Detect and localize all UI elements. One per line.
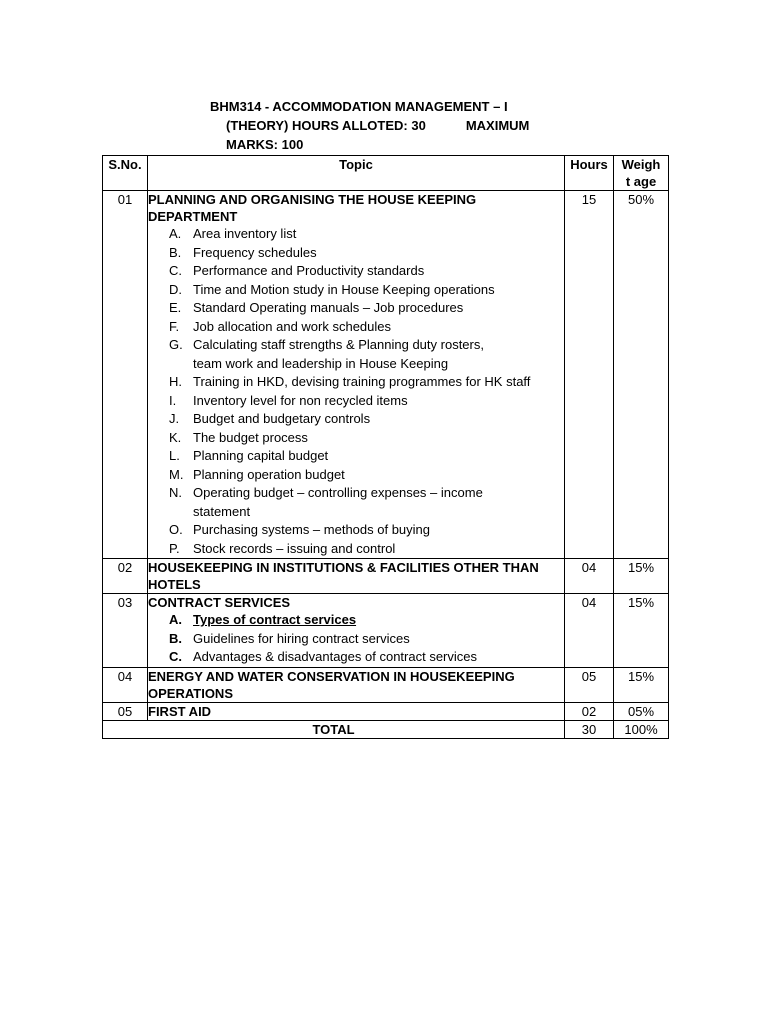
list-item xyxy=(148,466,564,485)
list-marker: B. xyxy=(169,630,182,646)
list-item xyxy=(148,429,564,448)
list-item xyxy=(148,630,564,649)
total-weightage: 100% xyxy=(614,720,669,738)
list-item xyxy=(148,484,564,521)
col-header-weightage-line1: Weigh xyxy=(621,157,661,172)
list-item-text: Inventory level for non recycled items xyxy=(193,392,408,408)
list-item-text-continued: team work and leadership in House Keeping xyxy=(193,355,449,371)
table-row xyxy=(103,594,669,668)
list-item-text: Job allocation and work schedules xyxy=(193,318,392,334)
topic-title: ENERGY AND WATER CONSERVATION IN HOUSEKEEPING OPERATIONS xyxy=(148,668,515,701)
list-item xyxy=(148,262,564,281)
list-item xyxy=(148,299,564,318)
list-item-text: Purchasing systems – methods of buying xyxy=(193,522,431,537)
list-item xyxy=(148,447,564,466)
col-header-weightage xyxy=(614,156,669,191)
row-weightage: 05% xyxy=(614,702,669,720)
list-item-text: Types of contract services xyxy=(193,612,357,627)
hours-maximum-line xyxy=(226,117,529,135)
row-weightage: 15% xyxy=(614,667,669,702)
list-marker: F. xyxy=(169,318,180,334)
col-header-hours: Hours xyxy=(565,156,614,191)
list-item-text: Operating budget – controlling expenses – income xyxy=(193,485,483,500)
list-marker: B. xyxy=(169,244,182,260)
list-marker: I. xyxy=(169,392,177,408)
row-hours: 04 xyxy=(565,559,614,594)
row-sno: 03 xyxy=(103,594,148,668)
row-hours: 05 xyxy=(565,667,614,702)
row-hours: 02 xyxy=(565,702,614,720)
list-item xyxy=(148,225,564,244)
maximum-label: MAXIMUM xyxy=(465,118,530,133)
row-topic xyxy=(148,594,565,668)
list-item-text: Calculating staff strengths & Planning duty rosters, xyxy=(193,337,484,352)
list-item xyxy=(148,392,564,411)
row-sno: 04 xyxy=(103,667,148,702)
total-label: TOTAL xyxy=(103,720,565,738)
marks-line: MARKS: 100 xyxy=(226,137,304,152)
row-sno: 05 xyxy=(103,702,148,720)
row-hours: 04 xyxy=(565,594,614,668)
list-item xyxy=(148,410,564,429)
syllabus-table xyxy=(102,155,669,739)
total-row xyxy=(103,720,669,738)
list-item-text: Performance and Productivity standards xyxy=(193,263,425,278)
row-hours: 15 xyxy=(565,191,614,559)
list-marker: A. xyxy=(169,226,182,241)
subtopic-list xyxy=(148,611,564,667)
row-weightage: 15% xyxy=(614,594,669,668)
list-marker: P. xyxy=(169,540,180,556)
list-item xyxy=(148,336,564,373)
list-marker: H. xyxy=(169,374,182,389)
subtopic-list xyxy=(148,225,564,558)
row-sno: 01 xyxy=(103,191,148,559)
row-topic xyxy=(148,667,565,702)
list-marker: C. xyxy=(169,649,182,664)
table-row xyxy=(103,191,669,559)
list-item xyxy=(148,521,564,540)
hours-allotted: (THEORY) HOURS ALLOTED: 30 xyxy=(226,118,426,133)
table-header-row xyxy=(103,156,669,191)
list-item xyxy=(148,540,564,559)
list-marker: O. xyxy=(169,522,183,537)
list-item-text: Frequency schedules xyxy=(193,244,317,260)
table-row xyxy=(103,559,669,594)
list-item-text-continued: statement xyxy=(193,503,251,519)
list-item-text: Standard Operating manuals – Job procedures xyxy=(193,300,464,315)
list-item-text: Time and Motion study in House Keeping operations xyxy=(193,281,495,297)
list-item-text: Stock records – issuing and control xyxy=(193,540,396,556)
topic-title: CONTRACT SERVICES xyxy=(148,595,291,610)
list-item xyxy=(148,318,564,337)
list-item xyxy=(148,648,564,667)
row-sno: 02 xyxy=(103,559,148,594)
list-item xyxy=(148,244,564,263)
course-title: BHM314 - ACCOMMODATION MANAGEMENT – I xyxy=(210,99,508,114)
list-item-text: Budget and budgetary controls xyxy=(193,411,371,426)
list-item xyxy=(148,373,564,392)
list-marker: N. xyxy=(169,485,182,500)
list-marker: M. xyxy=(169,466,184,482)
list-item-text: Training in HKD, devising training programmes for HK staff xyxy=(193,374,531,389)
table-row xyxy=(103,702,669,720)
topic-title: PLANNING AND ORGANISING THE HOUSE KEEPING DEPARTMENT xyxy=(148,192,477,224)
col-header-weightage-line2: t age xyxy=(625,174,657,189)
col-header-sno: S.No. xyxy=(103,156,148,191)
row-weightage: 50% xyxy=(614,191,669,559)
table-row xyxy=(103,667,669,702)
list-item xyxy=(148,281,564,300)
col-header-topic: Topic xyxy=(148,156,565,191)
topic-title: FIRST AID xyxy=(148,703,212,719)
row-topic xyxy=(148,559,565,594)
row-weightage: 15% xyxy=(614,559,669,594)
list-item-text: Planning capital budget xyxy=(193,448,329,463)
list-item-text: Guidelines for hiring contract services xyxy=(193,630,410,646)
list-marker: J. xyxy=(169,411,180,426)
row-topic xyxy=(148,191,565,559)
list-item-text: Advantages & disadvantages of contract services xyxy=(193,649,477,664)
total-hours: 30 xyxy=(565,720,614,738)
list-item-text: The budget process xyxy=(193,429,308,445)
list-marker: L. xyxy=(169,448,180,463)
list-item xyxy=(148,611,564,630)
topic-title: HOUSEKEEPING IN INSTITUTIONS & FACILITIES OTHER THAN HOTELS xyxy=(148,560,539,592)
list-marker: D. xyxy=(169,281,182,297)
list-marker: K. xyxy=(169,429,182,445)
list-marker: A. xyxy=(169,612,182,627)
list-marker: E. xyxy=(169,300,182,315)
list-item-text: Planning operation budget xyxy=(193,466,345,482)
list-marker: C. xyxy=(169,263,182,278)
list-item-text: Area inventory list xyxy=(193,226,297,241)
list-marker: G. xyxy=(169,337,183,352)
row-topic xyxy=(148,702,565,720)
